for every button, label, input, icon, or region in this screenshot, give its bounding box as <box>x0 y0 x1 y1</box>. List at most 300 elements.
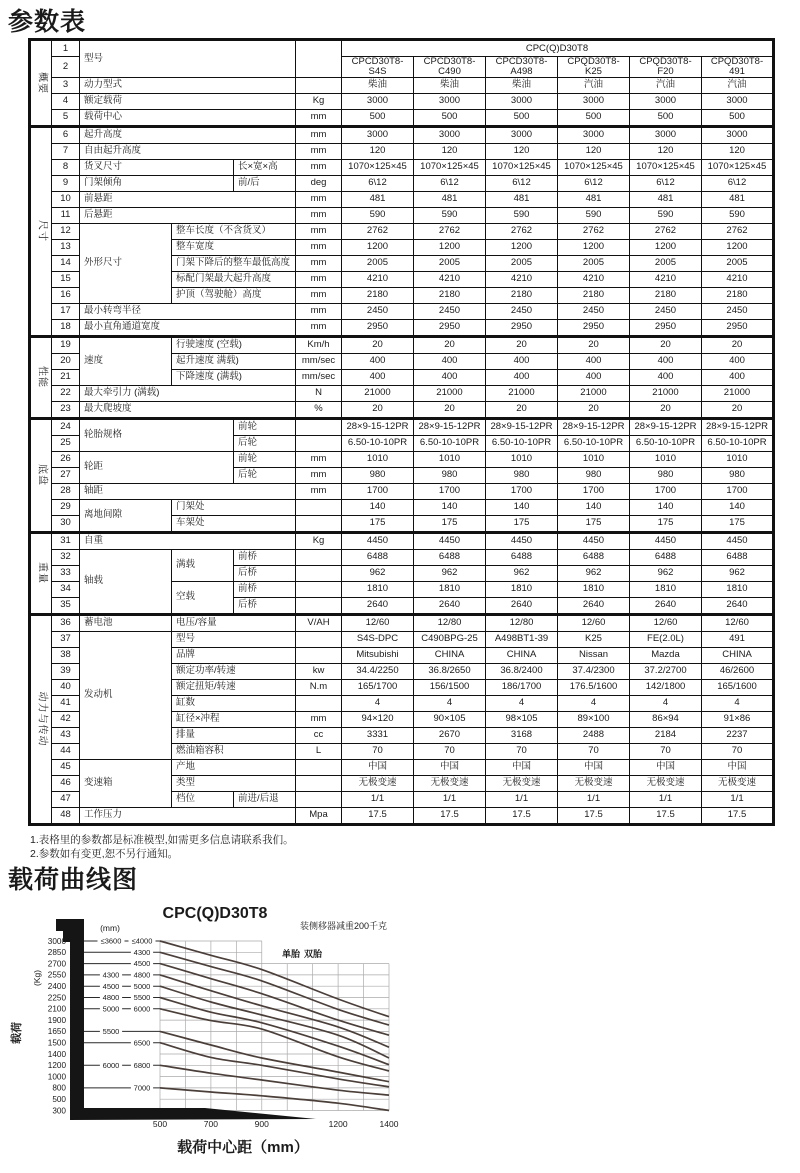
table-cell: 70 <box>558 743 630 759</box>
table-row <box>30 418 774 435</box>
table-cell: mm <box>296 303 342 319</box>
table-cell: 3000 <box>486 126 558 143</box>
row-number: 37 <box>52 631 80 647</box>
row-number: 11 <box>52 207 80 223</box>
table-cell: 6488 <box>486 549 558 565</box>
table-cell: 变速箱 <box>80 759 172 807</box>
table-cell: 6.50-10-10PR <box>630 435 702 451</box>
capacity-curve <box>160 1031 389 1081</box>
table-cell: 汽油 <box>558 77 630 93</box>
table-cell: 2450 <box>558 303 630 319</box>
table-cell: 档位 <box>172 791 234 807</box>
table-cell: 500 <box>342 109 414 126</box>
table-cell: 柴油 <box>342 77 414 93</box>
table-cell: 20 <box>702 401 774 418</box>
table-cell: 3000 <box>414 126 486 143</box>
row-number: 3 <box>52 77 80 93</box>
section-title-load-curve: 载荷曲线图 <box>8 866 139 894</box>
table-cell: 20 <box>702 336 774 353</box>
table-cell: 1010 <box>342 451 414 467</box>
table-cell: 1810 <box>414 581 486 597</box>
row-number: 23 <box>52 401 80 418</box>
table-cell: 空载 <box>172 581 234 614</box>
table-cell: 21000 <box>558 385 630 401</box>
table-cell: 20 <box>414 336 486 353</box>
table-cell: 2950 <box>414 319 486 336</box>
table-cell: A498BT1-39 <box>486 631 558 647</box>
group-label: 性能 <box>30 336 52 418</box>
row-number: 33 <box>52 565 80 581</box>
table-cell: 2184 <box>630 727 702 743</box>
table-row <box>30 319 774 336</box>
table-cell: 外形尺寸 <box>80 223 172 303</box>
table-cell: 21000 <box>486 385 558 401</box>
table-cell: 6488 <box>558 549 630 565</box>
table-cell: 481 <box>342 191 414 207</box>
table-cell: 6\12 <box>486 175 558 191</box>
row-number: 7 <box>52 143 80 159</box>
table-cell: 2005 <box>414 255 486 271</box>
y-axis-label: 载荷 <box>11 1022 23 1044</box>
row-number: 36 <box>52 614 80 631</box>
table-cell: 2950 <box>630 319 702 336</box>
table-cell: 燃油箱容积 <box>172 743 296 759</box>
table-cell: N.m <box>296 679 342 695</box>
table-cell: 前轮 <box>234 418 296 435</box>
table-cell: 类型 <box>172 775 296 791</box>
table-cell: cc <box>296 727 342 743</box>
table-cell: 4450 <box>414 532 486 549</box>
table-cell: 3168 <box>486 727 558 743</box>
table-cell: 91×86 <box>702 711 774 727</box>
row-number: 14 <box>52 255 80 271</box>
row-number: 20 <box>52 353 80 369</box>
table-cell: 1700 <box>702 483 774 499</box>
table-cell: 4 <box>630 695 702 711</box>
table-cell: 1/1 <box>486 791 558 807</box>
mast-label: 6500 <box>133 1038 151 1048</box>
table-cell: 最小转弯半径 <box>80 303 296 319</box>
table-cell: 轴距 <box>80 483 296 499</box>
table-row <box>30 159 774 175</box>
capacity-curve <box>160 986 389 1058</box>
mast-label: ≤3600 <box>100 936 122 946</box>
table-row <box>30 807 774 824</box>
table-cell: 2005 <box>630 255 702 271</box>
row-number: 18 <box>52 319 80 336</box>
table-cell: 6\12 <box>630 175 702 191</box>
table-cell: 500 <box>630 109 702 126</box>
table-cell: 缸数 <box>172 695 296 711</box>
row-number: 41 <box>52 695 80 711</box>
table-cell: 175 <box>414 515 486 532</box>
mast-label: 5000 <box>102 1004 120 1014</box>
table-cell: 4210 <box>342 271 414 287</box>
table-cell: 无极变速 <box>630 775 702 791</box>
table-cell: L <box>296 743 342 759</box>
table-cell: 最大爬坡度 <box>80 401 296 418</box>
table-cell: 28×9-15-12PR <box>342 418 414 435</box>
table-cell: CPC(Q)D30T8 <box>342 40 774 57</box>
mast-col-header: (mm) <box>100 923 120 933</box>
table-cell: Mitsubishi <box>342 647 414 663</box>
table-cell: 400 <box>630 353 702 369</box>
table-cell: 电压/容量 <box>172 614 296 631</box>
table-cell <box>296 77 342 93</box>
footnote-1: 1.表格里的参数都是标准模型,如需更多信息请联系我们。 <box>30 834 294 846</box>
y-tick-label: 2100 <box>47 1004 66 1014</box>
table-cell: 1/1 <box>414 791 486 807</box>
table-cell: 缸径×冲程 <box>172 711 296 727</box>
table-cell: 4450 <box>486 532 558 549</box>
table-cell: 无极变速 <box>558 775 630 791</box>
table-cell: 28×9-15-12PR <box>486 418 558 435</box>
table-cell: mm <box>296 207 342 223</box>
mast-label: 4300 <box>102 970 120 980</box>
table-cell: 481 <box>558 191 630 207</box>
table-cell: 962 <box>414 565 486 581</box>
table-cell: 1200 <box>342 239 414 255</box>
table-cell: 2180 <box>486 287 558 303</box>
table-cell: 94×120 <box>342 711 414 727</box>
table-cell: 车架处 <box>172 515 296 532</box>
y-tick-label: 300 <box>52 1106 66 1116</box>
table-cell: 2950 <box>558 319 630 336</box>
table-cell: mm <box>296 451 342 467</box>
row-number: 19 <box>52 336 80 353</box>
group-label: 动力与传动 <box>30 614 52 824</box>
table-cell: 17.5 <box>342 807 414 824</box>
y-axis-unit: (Kg) <box>32 969 42 987</box>
table-row <box>30 385 774 401</box>
table-cell: 70 <box>414 743 486 759</box>
row-number: 29 <box>52 499 80 515</box>
table-cell: 400 <box>558 369 630 385</box>
table-cell: 175 <box>558 515 630 532</box>
table-cell: V/AH <box>296 614 342 631</box>
x-tick-label: 1200 <box>328 1119 348 1129</box>
table-cell: Mpa <box>296 807 342 824</box>
table-cell: CHINA <box>486 647 558 663</box>
table-cell: 轮距 <box>80 451 234 483</box>
table-row <box>30 109 774 126</box>
table-row <box>30 93 774 109</box>
table-cell: 1/1 <box>342 791 414 807</box>
table-cell: 2180 <box>558 287 630 303</box>
table-cell: 1010 <box>486 451 558 467</box>
table-cell: 481 <box>702 191 774 207</box>
table-cell: 20 <box>486 401 558 418</box>
table-cell: 轮胎规格 <box>80 418 234 451</box>
table-row <box>30 532 774 549</box>
table-cell: 2005 <box>486 255 558 271</box>
row-number: 9 <box>52 175 80 191</box>
table-cell: 2762 <box>558 223 630 239</box>
row-number: 42 <box>52 711 80 727</box>
table-cell: 柴油 <box>414 77 486 93</box>
group-label: 底盘 <box>30 418 52 532</box>
row-number: 26 <box>52 451 80 467</box>
table-cell: Nissan <box>558 647 630 663</box>
table-cell: 20 <box>414 401 486 418</box>
table-cell: 下降速度 (满载) <box>172 369 296 385</box>
mast-label: 4800 <box>133 970 151 980</box>
table-cell: 4450 <box>342 532 414 549</box>
x-tick-label: 1400 <box>379 1119 399 1129</box>
table-cell: 3000 <box>558 126 630 143</box>
table-cell: 400 <box>486 369 558 385</box>
table-cell: 4210 <box>630 271 702 287</box>
table-cell: 1200 <box>486 239 558 255</box>
y-tick-label: 1400 <box>47 1049 66 1059</box>
row-number: 43 <box>52 727 80 743</box>
row-number: 12 <box>52 223 80 239</box>
table-cell: 2762 <box>342 223 414 239</box>
table-cell: 品牌 <box>172 647 296 663</box>
table-cell: 1700 <box>630 483 702 499</box>
row-number: 48 <box>52 807 80 824</box>
table-cell: 前/后 <box>234 175 296 191</box>
table-cell: 2450 <box>630 303 702 319</box>
table-cell: 6488 <box>702 549 774 565</box>
legend-dual-tire: 双胎 <box>304 949 323 959</box>
table-cell: 6.50-10-10PR <box>342 435 414 451</box>
table-row <box>30 631 774 647</box>
row-number: 47 <box>52 791 80 807</box>
spec-table <box>28 38 775 826</box>
table-cell <box>296 418 342 435</box>
row-number: 10 <box>52 191 80 207</box>
table-cell: 前进/后退 <box>234 791 296 807</box>
table-cell: 汽油 <box>702 77 774 93</box>
table-row <box>30 483 774 499</box>
table-cell: 4450 <box>558 532 630 549</box>
row-number: 21 <box>52 369 80 385</box>
row-number: 8 <box>52 159 80 175</box>
table-cell: 1810 <box>342 581 414 597</box>
table-cell: 12/60 <box>702 614 774 631</box>
table-cell: 20 <box>558 401 630 418</box>
table-cell: 28×9-15-12PR <box>702 418 774 435</box>
table-cell: 后轮 <box>234 467 296 483</box>
row-number: 34 <box>52 581 80 597</box>
table-cell: mm <box>296 483 342 499</box>
table-cell: 2488 <box>558 727 630 743</box>
table-cell: 186/1700 <box>486 679 558 695</box>
table-row <box>30 614 774 631</box>
x-tick-label: 900 <box>254 1119 269 1129</box>
table-row <box>30 499 774 515</box>
table-cell: 无极变速 <box>342 775 414 791</box>
y-tick-label: 2850 <box>47 948 66 958</box>
row-number: 16 <box>52 287 80 303</box>
table-cell <box>296 759 342 775</box>
table-cell: 70 <box>342 743 414 759</box>
table-cell: 轴载 <box>80 549 172 614</box>
table-cell: mm <box>296 109 342 126</box>
table-cell: 后桥 <box>234 597 296 614</box>
x-tick-label: 500 <box>152 1119 168 1129</box>
table-cell: 12/60 <box>342 614 414 631</box>
table-cell <box>296 597 342 614</box>
table-cell <box>296 775 342 791</box>
table-cell: CPQD30T8-F20 <box>630 57 702 78</box>
table-cell: 400 <box>342 369 414 385</box>
table-cell: 起升高度 <box>80 126 296 143</box>
table-cell: 长×宽×高 <box>234 159 296 175</box>
table-cell: 柴油 <box>486 77 558 93</box>
table-cell: 37.4/2300 <box>558 663 630 679</box>
table-cell: 额定载荷 <box>80 93 296 109</box>
table-cell: CPCD30T8-A498 <box>486 57 558 78</box>
row-number: 6 <box>52 126 80 143</box>
table-cell: 2762 <box>702 223 774 239</box>
table-cell: 1700 <box>414 483 486 499</box>
table-cell: 2450 <box>414 303 486 319</box>
table-cell: 20 <box>558 336 630 353</box>
table-cell: 2950 <box>342 319 414 336</box>
table-row <box>30 549 774 565</box>
y-tick-label: 1200 <box>47 1061 66 1071</box>
table-cell: 4 <box>558 695 630 711</box>
row-number: 40 <box>52 679 80 695</box>
table-cell: 1700 <box>558 483 630 499</box>
table-cell: mm <box>296 711 342 727</box>
table-cell: 17.5 <box>702 807 774 824</box>
table-cell: 980 <box>342 467 414 483</box>
table-cell: 前桥 <box>234 581 296 597</box>
row-number: 15 <box>52 271 80 287</box>
table-cell: 2640 <box>558 597 630 614</box>
table-cell: 120 <box>342 143 414 159</box>
table-cell: 500 <box>558 109 630 126</box>
table-cell: 3000 <box>414 93 486 109</box>
table-cell <box>296 565 342 581</box>
row-number: 1 <box>52 40 80 57</box>
table-cell: 34.4/2250 <box>342 663 414 679</box>
table-cell: CHINA <box>702 647 774 663</box>
table-cell: 1200 <box>414 239 486 255</box>
table-cell: 2450 <box>486 303 558 319</box>
table-cell: 货叉尺寸 <box>80 159 234 175</box>
table-cell: mm <box>296 287 342 303</box>
table-cell: 175 <box>486 515 558 532</box>
y-tick-label: 2400 <box>47 982 66 991</box>
table-cell: 12/80 <box>414 614 486 631</box>
table-cell: 980 <box>702 467 774 483</box>
table-row <box>30 175 774 191</box>
table-cell: 1200 <box>630 239 702 255</box>
table-cell: 3000 <box>342 126 414 143</box>
row-number: 22 <box>52 385 80 401</box>
table-cell: 中国 <box>630 759 702 775</box>
table-cell: 481 <box>486 191 558 207</box>
table-cell: 28×9-15-12PR <box>630 418 702 435</box>
table-cell: 1810 <box>558 581 630 597</box>
row-number: 13 <box>52 239 80 255</box>
table-cell: 3000 <box>630 93 702 109</box>
table-cell: 400 <box>414 353 486 369</box>
table-cell: 120 <box>702 143 774 159</box>
table-row <box>30 126 774 143</box>
table-cell: 980 <box>414 467 486 483</box>
table-cell: 3000 <box>486 93 558 109</box>
table-cell: 20 <box>486 336 558 353</box>
row-number: 24 <box>52 418 80 435</box>
table-row <box>30 207 774 223</box>
page-title: 参数表 <box>8 8 87 36</box>
table-cell: 1010 <box>630 451 702 467</box>
table-cell: 中国 <box>558 759 630 775</box>
table-cell: 1010 <box>558 451 630 467</box>
table-cell: 1200 <box>702 239 774 255</box>
table-cell: 前桥 <box>234 549 296 565</box>
table-cell <box>296 515 342 532</box>
table-cell: 590 <box>342 207 414 223</box>
capacity-curve <box>160 1043 389 1087</box>
row-number: 25 <box>52 435 80 451</box>
table-cell: 2640 <box>414 597 486 614</box>
table-cell: 型号 <box>172 631 296 647</box>
spec-table-section <box>28 38 775 826</box>
table-row <box>30 77 774 93</box>
table-cell: 120 <box>630 143 702 159</box>
table-cell: 2005 <box>702 255 774 271</box>
table-cell: 400 <box>342 353 414 369</box>
table-cell: 20 <box>342 401 414 418</box>
table-cell: mm <box>296 191 342 207</box>
table-cell: deg <box>296 175 342 191</box>
table-cell: 6488 <box>414 549 486 565</box>
table-cell: 工作压力 <box>80 807 296 824</box>
table-cell: 整车宽度 <box>172 239 296 255</box>
table-cell: 后悬距 <box>80 207 296 223</box>
table-cell: 1700 <box>342 483 414 499</box>
table-cell: 发动机 <box>80 631 172 759</box>
table-cell: 前轮 <box>234 451 296 467</box>
table-row <box>30 451 774 467</box>
table-cell: 1810 <box>702 581 774 597</box>
y-tick-label: 500 <box>52 1095 66 1104</box>
mast-label: 6800 <box>133 1060 151 1070</box>
table-cell: 176.5/1600 <box>558 679 630 695</box>
table-cell: 速度 <box>80 336 172 385</box>
table-cell: 980 <box>630 467 702 483</box>
table-cell: 门架倾角 <box>80 175 234 191</box>
table-cell: 3000 <box>702 126 774 143</box>
table-cell: Km/h <box>296 336 342 353</box>
table-cell: 12/60 <box>558 614 630 631</box>
table-cell: 86×94 <box>630 711 702 727</box>
table-cell: 满载 <box>172 549 234 581</box>
capacity-curve <box>160 952 389 1025</box>
table-cell: 140 <box>342 499 414 515</box>
table-cell: 6.50-10-10PR <box>486 435 558 451</box>
table-cell: 6\12 <box>414 175 486 191</box>
table-cell: 36.8/2650 <box>414 663 486 679</box>
table-cell: 962 <box>486 565 558 581</box>
table-cell: 2640 <box>486 597 558 614</box>
table-cell: mm <box>296 271 342 287</box>
table-cell: 70 <box>486 743 558 759</box>
table-cell: 起升速度 满载) <box>172 353 296 369</box>
mast-label: 5000 <box>133 981 151 991</box>
table-cell: mm/sec <box>296 369 342 385</box>
table-cell: 2180 <box>414 287 486 303</box>
table-cell <box>296 40 342 78</box>
table-cell: 3000 <box>702 93 774 109</box>
table-cell: Kg <box>296 93 342 109</box>
